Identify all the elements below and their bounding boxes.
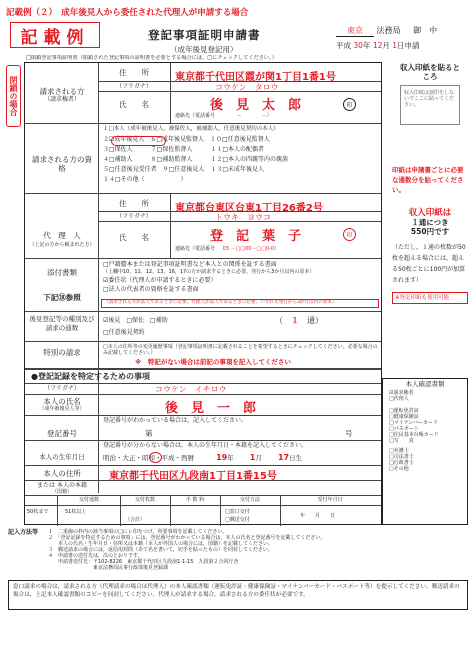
birth-label: 本人の生年月日 (39, 453, 85, 461)
applicant-seal: 印 (343, 98, 356, 111)
main-form (24, 62, 382, 525)
attachments-list: □戸籍謄本または登記事項証明書など本人との関係を証する書面 （上欄中10，11，12，13，16，17の方が請求するときに必要。発行から3か月以内の原本） ☑委任状（代理人が申請するときに必要） □法人の代表者の資格を証する書面 (103, 261, 315, 293)
showa-circle (149, 452, 162, 463)
agent-phone: 連絡先（電話番号 03 －□□00－□□0-0） (175, 246, 280, 252)
agent-kana-label: （フリガナ） (116, 213, 152, 220)
qualification-circle (111, 136, 166, 146)
id-check-box: 本人確認書類 ☑請求権者 □代理人 □運転免許証 □健康保険証 □マイナンバーカード □パスポート □住民基本台帳カード □写 真 □弁護士 □司法書士 □行政書士 □その他 (382, 378, 468, 525)
sample-label-box (10, 22, 100, 48)
fees-header-date: 受付年月日 (317, 497, 343, 503)
birth-row: 明治・大正・昭和・平成・西暦 19年 1月 17日生 (103, 453, 303, 462)
qualification-label: 請求される方の資格 (32, 155, 92, 173)
banner: 記載例（２） 成年後見人から委任された代理人が申請する場合 (6, 8, 249, 18)
fees-header-status: 交付方法 (239, 497, 260, 503)
stamp-area: 収入印紙を貼るところ 収入印紙は割印をしないでここに貼ってください。 印紙は申請書ごとに必要な通数分を貼ってください。 収入印紙は １通につき 550円です （ただし，１通の枚数が50枚を超える場合には，超える50枚ごとに100円が加算されます） ※登記印紙も使用可能 (392, 63, 468, 373)
target-address-label: 本人の住所 (43, 469, 81, 478)
count-total: （合計） (125, 517, 146, 523)
applicant-section-label: 請求される方 （請求権者） (39, 87, 85, 103)
applicant-name: 後 見 太 郎 (210, 98, 302, 113)
side-note: 閉鎖の場合 (6, 65, 21, 127)
agent-address: 東京都台東区台東1丁目26番2号 (175, 203, 323, 214)
applicant-address: 東京都千代田区霞が関1丁目1番1号 (175, 72, 336, 83)
fees-header-tesu: 手 数 料 (185, 497, 205, 503)
cert-type-options2: □任意後見契約 (103, 329, 145, 336)
attachments-label: 添付書類 (47, 268, 77, 277)
applicant-address-label: 住 所 (119, 68, 149, 77)
cert-count: （ １ 通） (275, 316, 323, 325)
regno-mid: 第 (145, 429, 153, 438)
agent-section-label: 代 理 人 （上記の方から頼まれた方） (29, 231, 95, 248)
special-label: 特別の請求 (43, 348, 81, 357)
regno-end: 号 (345, 429, 353, 438)
attachments-bottom-label: 下記⑱参照 (43, 293, 81, 302)
closed-note: □閉鎖登記事項証明書（閉鎖された登記事項の証明書を必要とする場合には，□にチェックしてください。） (26, 55, 277, 61)
instructions: 記入方法等 １ 二重線の枠内の該当事項の□にレ印をつけ，所要事項を記載してください。 ２ 「登記記録を特定するための事項」には，登記番号がわかっている場合は，本人の氏名と登記番号を記載してください。 本人の氏名・生年月日・住所又は本籍（本人が外国人の場合には，国籍）を記載してください。 ３ 郵送請求の場合には，返信用封筒（あて名を書いて，切手を貼ったもの）を同封してください。 ４ 申請書の送付先は，次のとおりです。 申請書送付先：〒102-8226 東京都千代田区九段南1-1-15 九段第２合同庁舎 東京法務局民事行政部後見登録課 (8, 529, 326, 571)
agent-name-label: 氏 名 (119, 233, 149, 242)
agent-seal: 印 (343, 228, 356, 241)
cert-type-label: 後見登記等の種別及び請求の通数 (29, 315, 95, 332)
delivery-window: □窓口交付 (225, 509, 250, 515)
agent-address-label: 住 所 (119, 199, 149, 208)
applicant-name-label: 氏 名 (119, 100, 149, 109)
regno-note: 登記番号がわかっている場合は，記入してください。 (103, 417, 248, 424)
target-name: 後 見 一 郎 (165, 401, 257, 416)
attachments-note-box: （請求される方が法人であるときに必要。代理人が法人であるときに必要。いずれも発行から3か月以内の原本） (101, 299, 379, 308)
receipt-date: 年 月 日 (300, 513, 336, 519)
fees-header-count: 交付枚数 (134, 497, 155, 503)
fee-51: 51枚以上 (65, 509, 87, 515)
special-note: ※ 特記がない場合は前記の事項を記入してください (135, 358, 291, 366)
form-subtitle: （成年後見登記用） (170, 45, 238, 54)
applicant-kana-label: （フリガナ） (116, 83, 152, 90)
form-title: 登記事項証明申請書 (148, 28, 261, 42)
target-header: ●登記記録を特定するための事項 (31, 372, 150, 381)
qualification-options: １□本人（成年被後見人，被保佐人，被補助人，任意後見契約の本人） ２☑成年後見人 ６□成年後見監督人 １０□任意後見監督人 ３□保佐人 ７□保佐監督人 １１□本人の配偶者 ４□補助人 ８□補助監督人 １２□本人の四親等内の親族 ５□任意後見受任者 ９□任意後見人 １３□未成年後見人 １４□その他（ ） (103, 126, 289, 183)
applicant-phone: 連絡先（電話番号 － －） (175, 113, 272, 119)
delivery-mail: □郵送交付 (225, 517, 250, 523)
regno-label: 登記番号 (47, 429, 77, 438)
fees-header-fee: 交付通数 (78, 497, 99, 503)
special-options: □本人の住所等の変更履歴事項（登記事項証明書に記載されることを希望するときにチェックしてください。必要な場合のみ記載してください。） (103, 344, 378, 356)
no-regno-note: 登記番号が分からない場合は，本人の生年月日・本籍を記入してください。 (103, 442, 308, 449)
agent-kana: トウキ ヨウコ (215, 213, 271, 222)
cert-type-options: ☑後見 □保佐 □補助 (103, 317, 168, 324)
target-kana-label: （フリガナ） (44, 385, 80, 392)
honseki-label: または 本人の本籍 （国籍） (37, 482, 87, 495)
application-date: 平成 30年 12月 1日申請 (336, 41, 420, 50)
applicant-kana: コウケン タロウ (215, 83, 279, 92)
target-name-label: 本人の氏名 （成年被後見人等） (39, 397, 85, 412)
footer-notice: 窓口請求の場合は，請求される方（代理請求の場合は代理人）の本人確認書類（運転免許証・健康保険証・マイナンバーカード・パスポート等）を提示してください。郵送請求の場合は，上記本人確認書類のコピーを同封してください。代理人が請求する場合，請求される方の委任状が必要です。 (8, 580, 468, 610)
target-kana: コウケン イチロウ (155, 385, 227, 394)
sample-label: 記載例 (20, 27, 90, 48)
recipient-office: 東京 法務局 御 中 (336, 25, 437, 37)
fee-50: 50枚まで (27, 509, 49, 515)
target-address: 東京都千代田区九段南1丁目1番15号 (109, 471, 277, 482)
agent-name: 登 記 葉 子 (210, 229, 302, 244)
